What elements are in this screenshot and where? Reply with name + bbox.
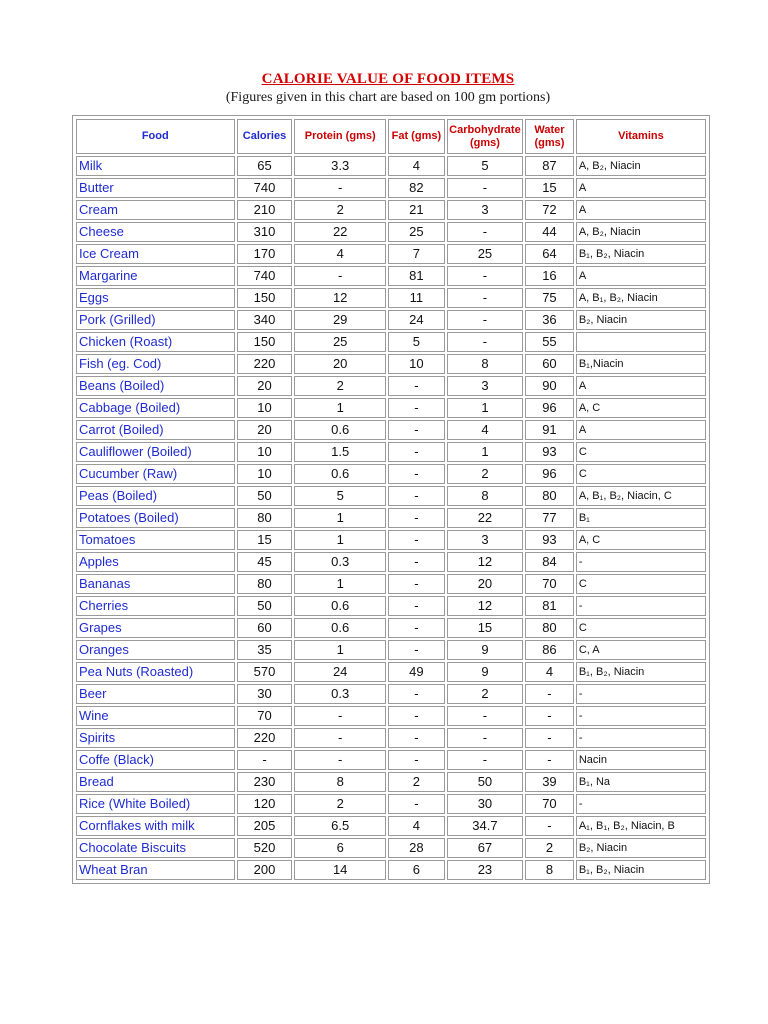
- cell-protein: 0.6: [294, 420, 385, 440]
- cell-water: 84: [525, 552, 574, 572]
- cell-calories: 230: [237, 772, 293, 792]
- cell-vitamins: -: [576, 728, 706, 748]
- cell-food: Cheese: [76, 222, 235, 242]
- cell-protein: 0.3: [294, 552, 385, 572]
- cell-carbohydrate: -: [447, 728, 523, 748]
- cell-food: Wine: [76, 706, 235, 726]
- cell-carbohydrate: -: [447, 222, 523, 242]
- cell-protein: 1: [294, 640, 385, 660]
- cell-food: Rice (White Boiled): [76, 794, 235, 814]
- cell-vitamins: A: [576, 178, 706, 198]
- cell-water: 81: [525, 596, 574, 616]
- cell-fat: 5: [388, 332, 445, 352]
- cell-carbohydrate: 12: [447, 552, 523, 572]
- cell-fat: 2: [388, 772, 445, 792]
- cell-fat: 6: [388, 860, 445, 880]
- cell-fat: 25: [388, 222, 445, 242]
- cell-vitamins: A, B₁, B₂, Niacin: [576, 288, 706, 308]
- cell-food: Beans (Boiled): [76, 376, 235, 396]
- cell-calories: 150: [237, 288, 293, 308]
- cell-fat: 82: [388, 178, 445, 198]
- cell-fat: 4: [388, 816, 445, 836]
- table-row: [76, 288, 706, 308]
- cell-vitamins: A, B₂, Niacin: [576, 222, 706, 242]
- cell-water: 75: [525, 288, 574, 308]
- cell-protein: 20: [294, 354, 385, 374]
- cell-fat: 28: [388, 838, 445, 858]
- column-header-water: [525, 119, 574, 154]
- cell-calories: 200: [237, 860, 293, 880]
- calorie-table: [74, 117, 708, 882]
- cell-vitamins: C: [576, 618, 706, 638]
- table-row: [76, 574, 706, 594]
- cell-vitamins: B₂, Niacin: [576, 838, 706, 858]
- cell-calories: 30: [237, 684, 293, 704]
- cell-fat: -: [388, 684, 445, 704]
- cell-protein: 29: [294, 310, 385, 330]
- cell-fat: 4: [388, 156, 445, 176]
- cell-calories: 120: [237, 794, 293, 814]
- table-row: [76, 464, 706, 484]
- cell-vitamins: B₁: [576, 508, 706, 528]
- cell-vitamins: A: [576, 376, 706, 396]
- cell-carbohydrate: 8: [447, 486, 523, 506]
- cell-food: Potatoes (Boiled): [76, 508, 235, 528]
- cell-protein: -: [294, 266, 385, 286]
- cell-water: 96: [525, 398, 574, 418]
- cell-fat: -: [388, 398, 445, 418]
- cell-food: Carrot (Boiled): [76, 420, 235, 440]
- cell-water: 70: [525, 794, 574, 814]
- table-row: [76, 794, 706, 814]
- cell-water: 39: [525, 772, 574, 792]
- column-header-fat: Fat (gms): [388, 119, 445, 154]
- cell-vitamins: B₁,Niacin: [576, 354, 706, 374]
- cell-protein: 1.5: [294, 442, 385, 462]
- cell-fat: -: [388, 442, 445, 462]
- cell-food: Cream: [76, 200, 235, 220]
- cell-water: -: [525, 750, 574, 770]
- cell-fat: -: [388, 376, 445, 396]
- cell-calories: 310: [237, 222, 293, 242]
- cell-food: Chocolate Biscuits: [76, 838, 235, 858]
- column-header-calories: Calories: [237, 119, 293, 154]
- cell-vitamins: A, B₁, B₂, Niacin, C: [576, 486, 706, 506]
- cell-carbohydrate: 2: [447, 464, 523, 484]
- cell-carbohydrate: -: [447, 310, 523, 330]
- column-header-water-label: Water (gms): [534, 123, 565, 149]
- cell-calories: 20: [237, 376, 293, 396]
- cell-fat: 24: [388, 310, 445, 330]
- cell-fat: 81: [388, 266, 445, 286]
- cell-vitamins: Nacin: [576, 750, 706, 770]
- cell-food: Grapes: [76, 618, 235, 638]
- cell-vitamins: B₁, B₂, Niacin: [576, 244, 706, 264]
- cell-calories: 45: [237, 552, 293, 572]
- cell-protein: 2: [294, 794, 385, 814]
- cell-fat: -: [388, 464, 445, 484]
- cell-carbohydrate: 1: [447, 398, 523, 418]
- cell-protein: -: [294, 728, 385, 748]
- cell-vitamins: B₁, B₂, Niacin: [576, 662, 706, 682]
- cell-vitamins: C: [576, 464, 706, 484]
- cell-calories: 220: [237, 728, 293, 748]
- cell-calories: 20: [237, 420, 293, 440]
- cell-food: Wheat Bran: [76, 860, 235, 880]
- cell-calories: 220: [237, 354, 293, 374]
- cell-food: Milk: [76, 156, 235, 176]
- table-row: [76, 332, 706, 352]
- table-row: [76, 354, 706, 374]
- column-header-carbohydrate: [447, 119, 523, 154]
- cell-carbohydrate: 15: [447, 618, 523, 638]
- cell-food: Eggs: [76, 288, 235, 308]
- cell-carbohydrate: 3: [447, 530, 523, 550]
- cell-calories: 50: [237, 486, 293, 506]
- cell-calories: 740: [237, 266, 293, 286]
- cell-carbohydrate: 50: [447, 772, 523, 792]
- cell-water: 64: [525, 244, 574, 264]
- cell-fat: -: [388, 728, 445, 748]
- cell-vitamins: C: [576, 574, 706, 594]
- column-header-food: Food: [76, 119, 235, 154]
- cell-carbohydrate: 25: [447, 244, 523, 264]
- cell-vitamins: B₁, Na: [576, 772, 706, 792]
- cell-food: Margarine: [76, 266, 235, 286]
- cell-food: Cherries: [76, 596, 235, 616]
- cell-protein: -: [294, 178, 385, 198]
- cell-vitamins: A₁, B₁, B₂, Niacin, B: [576, 816, 706, 836]
- cell-carbohydrate: 22: [447, 508, 523, 528]
- table-row: [76, 244, 706, 264]
- cell-food: Cabbage (Boiled): [76, 398, 235, 418]
- cell-water: 91: [525, 420, 574, 440]
- cell-carbohydrate: 2: [447, 684, 523, 704]
- cell-calories: 15: [237, 530, 293, 550]
- cell-food: Peas (Boiled): [76, 486, 235, 506]
- cell-calories: 10: [237, 464, 293, 484]
- cell-water: 16: [525, 266, 574, 286]
- cell-vitamins: -: [576, 552, 706, 572]
- cell-water: 80: [525, 618, 574, 638]
- cell-fat: -: [388, 596, 445, 616]
- cell-water: -: [525, 816, 574, 836]
- cell-vitamins: A: [576, 200, 706, 220]
- cell-carbohydrate: 30: [447, 794, 523, 814]
- cell-water: 8: [525, 860, 574, 880]
- cell-fat: -: [388, 794, 445, 814]
- cell-protein: -: [294, 706, 385, 726]
- cell-food: Pork (Grilled): [76, 310, 235, 330]
- cell-food: Beer: [76, 684, 235, 704]
- cell-water: -: [525, 684, 574, 704]
- cell-vitamins: B₁, B₂, Niacin: [576, 860, 706, 880]
- cell-food: Coffe (Black): [76, 750, 235, 770]
- page-title: CALORIE VALUE OF FOOD ITEMS: [261, 71, 515, 87]
- cell-protein: 25: [294, 332, 385, 352]
- cell-fat: -: [388, 706, 445, 726]
- cell-vitamins: A, C: [576, 398, 706, 418]
- cell-calories: 340: [237, 310, 293, 330]
- cell-protein: 0.6: [294, 464, 385, 484]
- cell-vitamins: A: [576, 266, 706, 286]
- cell-food: Chicken (Roast): [76, 332, 235, 352]
- cell-fat: 7: [388, 244, 445, 264]
- table-row: [76, 596, 706, 616]
- cell-food: Cucumber (Raw): [76, 464, 235, 484]
- cell-vitamins: A: [576, 420, 706, 440]
- table-row: [76, 838, 706, 858]
- column-header-vitamins: Vitamins: [576, 119, 706, 154]
- cell-calories: 740: [237, 178, 293, 198]
- cell-carbohydrate: -: [447, 288, 523, 308]
- cell-food: Butter: [76, 178, 235, 198]
- table-row: [76, 398, 706, 418]
- table-row: [76, 222, 706, 242]
- table-row: [76, 376, 706, 396]
- cell-protein: 24: [294, 662, 385, 682]
- cell-water: 2: [525, 838, 574, 858]
- cell-vitamins: A, B₂, Niacin: [576, 156, 706, 176]
- cell-vitamins: -: [576, 596, 706, 616]
- table-row: [76, 640, 706, 660]
- cell-vitamins: -: [576, 794, 706, 814]
- cell-food: Cauliflower (Boiled): [76, 442, 235, 462]
- cell-carbohydrate: 4: [447, 420, 523, 440]
- cell-calories: 35: [237, 640, 293, 660]
- column-header-protein: Protein (gms): [294, 119, 385, 154]
- cell-water: -: [525, 728, 574, 748]
- cell-protein: 22: [294, 222, 385, 242]
- cell-protein: 2: [294, 200, 385, 220]
- cell-protein: 0.6: [294, 596, 385, 616]
- cell-water: 15: [525, 178, 574, 198]
- cell-calories: 80: [237, 508, 293, 528]
- cell-food: Apples: [76, 552, 235, 572]
- cell-carbohydrate: -: [447, 266, 523, 286]
- cell-carbohydrate: 9: [447, 662, 523, 682]
- cell-fat: 10: [388, 354, 445, 374]
- cell-fat: -: [388, 420, 445, 440]
- cell-carbohydrate: 5: [447, 156, 523, 176]
- cell-water: 44: [525, 222, 574, 242]
- cell-protein: 2: [294, 376, 385, 396]
- cell-food: Tomatoes: [76, 530, 235, 550]
- table-row: [76, 860, 706, 880]
- cell-calories: 570: [237, 662, 293, 682]
- cell-fat: -: [388, 750, 445, 770]
- table-header-row: [76, 119, 706, 154]
- cell-water: 93: [525, 442, 574, 462]
- cell-carbohydrate: 1: [447, 442, 523, 462]
- table-row: [76, 486, 706, 506]
- cell-calories: 170: [237, 244, 293, 264]
- cell-vitamins: -: [576, 706, 706, 726]
- cell-fat: 49: [388, 662, 445, 682]
- cell-food: Oranges: [76, 640, 235, 660]
- cell-fat: 21: [388, 200, 445, 220]
- column-header-carbohydrate-label: Carbohydrate (gms): [449, 123, 521, 149]
- cell-calories: 80: [237, 574, 293, 594]
- cell-water: 60: [525, 354, 574, 374]
- cell-calories: 150: [237, 332, 293, 352]
- cell-water: 72: [525, 200, 574, 220]
- cell-carbohydrate: 3: [447, 376, 523, 396]
- cell-water: 90: [525, 376, 574, 396]
- cell-protein: 0.6: [294, 618, 385, 638]
- cell-vitamins: -: [576, 684, 706, 704]
- cell-vitamins: C: [576, 442, 706, 462]
- cell-protein: 6.5: [294, 816, 385, 836]
- cell-protein: 8: [294, 772, 385, 792]
- cell-protein: 0.3: [294, 684, 385, 704]
- table-row: [76, 750, 706, 770]
- cell-fat: -: [388, 552, 445, 572]
- cell-protein: 3.3: [294, 156, 385, 176]
- cell-vitamins: A, C: [576, 530, 706, 550]
- cell-protein: 12: [294, 288, 385, 308]
- cell-water: 77: [525, 508, 574, 528]
- table-row: [76, 816, 706, 836]
- cell-water: 70: [525, 574, 574, 594]
- table-row: [76, 266, 706, 286]
- cell-food: Ice Cream: [76, 244, 235, 264]
- cell-food: Spirits: [76, 728, 235, 748]
- cell-calories: 60: [237, 618, 293, 638]
- cell-vitamins: [576, 332, 706, 352]
- cell-fat: -: [388, 508, 445, 528]
- cell-water: 55: [525, 332, 574, 352]
- table-row: [76, 508, 706, 528]
- cell-carbohydrate: -: [447, 750, 523, 770]
- table-row: [76, 728, 706, 748]
- cell-calories: 10: [237, 442, 293, 462]
- table-row: [76, 442, 706, 462]
- cell-calories: 50: [237, 596, 293, 616]
- cell-water: 4: [525, 662, 574, 682]
- table-body: [76, 156, 706, 880]
- cell-calories: 10: [237, 398, 293, 418]
- table-row: [76, 662, 706, 682]
- cell-food: Bread: [76, 772, 235, 792]
- cell-protein: 1: [294, 574, 385, 594]
- table-row: [76, 552, 706, 572]
- cell-carbohydrate: 34.7: [447, 816, 523, 836]
- table-row: [76, 178, 706, 198]
- cell-food: Pea Nuts (Roasted): [76, 662, 235, 682]
- cell-water: -: [525, 706, 574, 726]
- cell-vitamins: B₂, Niacin: [576, 310, 706, 330]
- cell-calories: 210: [237, 200, 293, 220]
- cell-protein: 5: [294, 486, 385, 506]
- cell-carbohydrate: -: [447, 178, 523, 198]
- table-row: [76, 772, 706, 792]
- table-row: [76, 200, 706, 220]
- cell-food: Bananas: [76, 574, 235, 594]
- cell-protein: 4: [294, 244, 385, 264]
- cell-carbohydrate: 3: [447, 200, 523, 220]
- cell-fat: -: [388, 618, 445, 638]
- table-row: [76, 310, 706, 330]
- table-row: [76, 156, 706, 176]
- cell-water: 80: [525, 486, 574, 506]
- cell-carbohydrate: 8: [447, 354, 523, 374]
- cell-calories: 65: [237, 156, 293, 176]
- title-block: [0, 70, 768, 107]
- cell-fat: -: [388, 530, 445, 550]
- table-row: [76, 420, 706, 440]
- page-subtitle: (Figures given in this chart are based on 100 gm portions): [225, 90, 551, 105]
- cell-fat: -: [388, 486, 445, 506]
- cell-fat: -: [388, 574, 445, 594]
- table-row: [76, 530, 706, 550]
- cell-vitamins: C, A: [576, 640, 706, 660]
- cell-carbohydrate: -: [447, 706, 523, 726]
- cell-protein: 1: [294, 530, 385, 550]
- table-row: [76, 706, 706, 726]
- calorie-table-frame: [72, 115, 710, 884]
- cell-water: 86: [525, 640, 574, 660]
- cell-calories: 205: [237, 816, 293, 836]
- cell-carbohydrate: 67: [447, 838, 523, 858]
- table-row: [76, 684, 706, 704]
- cell-calories: 70: [237, 706, 293, 726]
- cell-water: 87: [525, 156, 574, 176]
- cell-fat: -: [388, 640, 445, 660]
- cell-water: 96: [525, 464, 574, 484]
- cell-carbohydrate: 20: [447, 574, 523, 594]
- cell-protein: 14: [294, 860, 385, 880]
- cell-carbohydrate: -: [447, 332, 523, 352]
- cell-protein: -: [294, 750, 385, 770]
- cell-water: 36: [525, 310, 574, 330]
- table-row: [76, 618, 706, 638]
- cell-water: 93: [525, 530, 574, 550]
- cell-carbohydrate: 9: [447, 640, 523, 660]
- cell-calories: -: [237, 750, 293, 770]
- cell-carbohydrate: 23: [447, 860, 523, 880]
- cell-calories: 520: [237, 838, 293, 858]
- cell-protein: 1: [294, 508, 385, 528]
- cell-carbohydrate: 12: [447, 596, 523, 616]
- cell-protein: 1: [294, 398, 385, 418]
- cell-food: Cornflakes with milk: [76, 816, 235, 836]
- cell-protein: 6: [294, 838, 385, 858]
- cell-food: Fish (eg. Cod): [76, 354, 235, 374]
- cell-fat: 11: [388, 288, 445, 308]
